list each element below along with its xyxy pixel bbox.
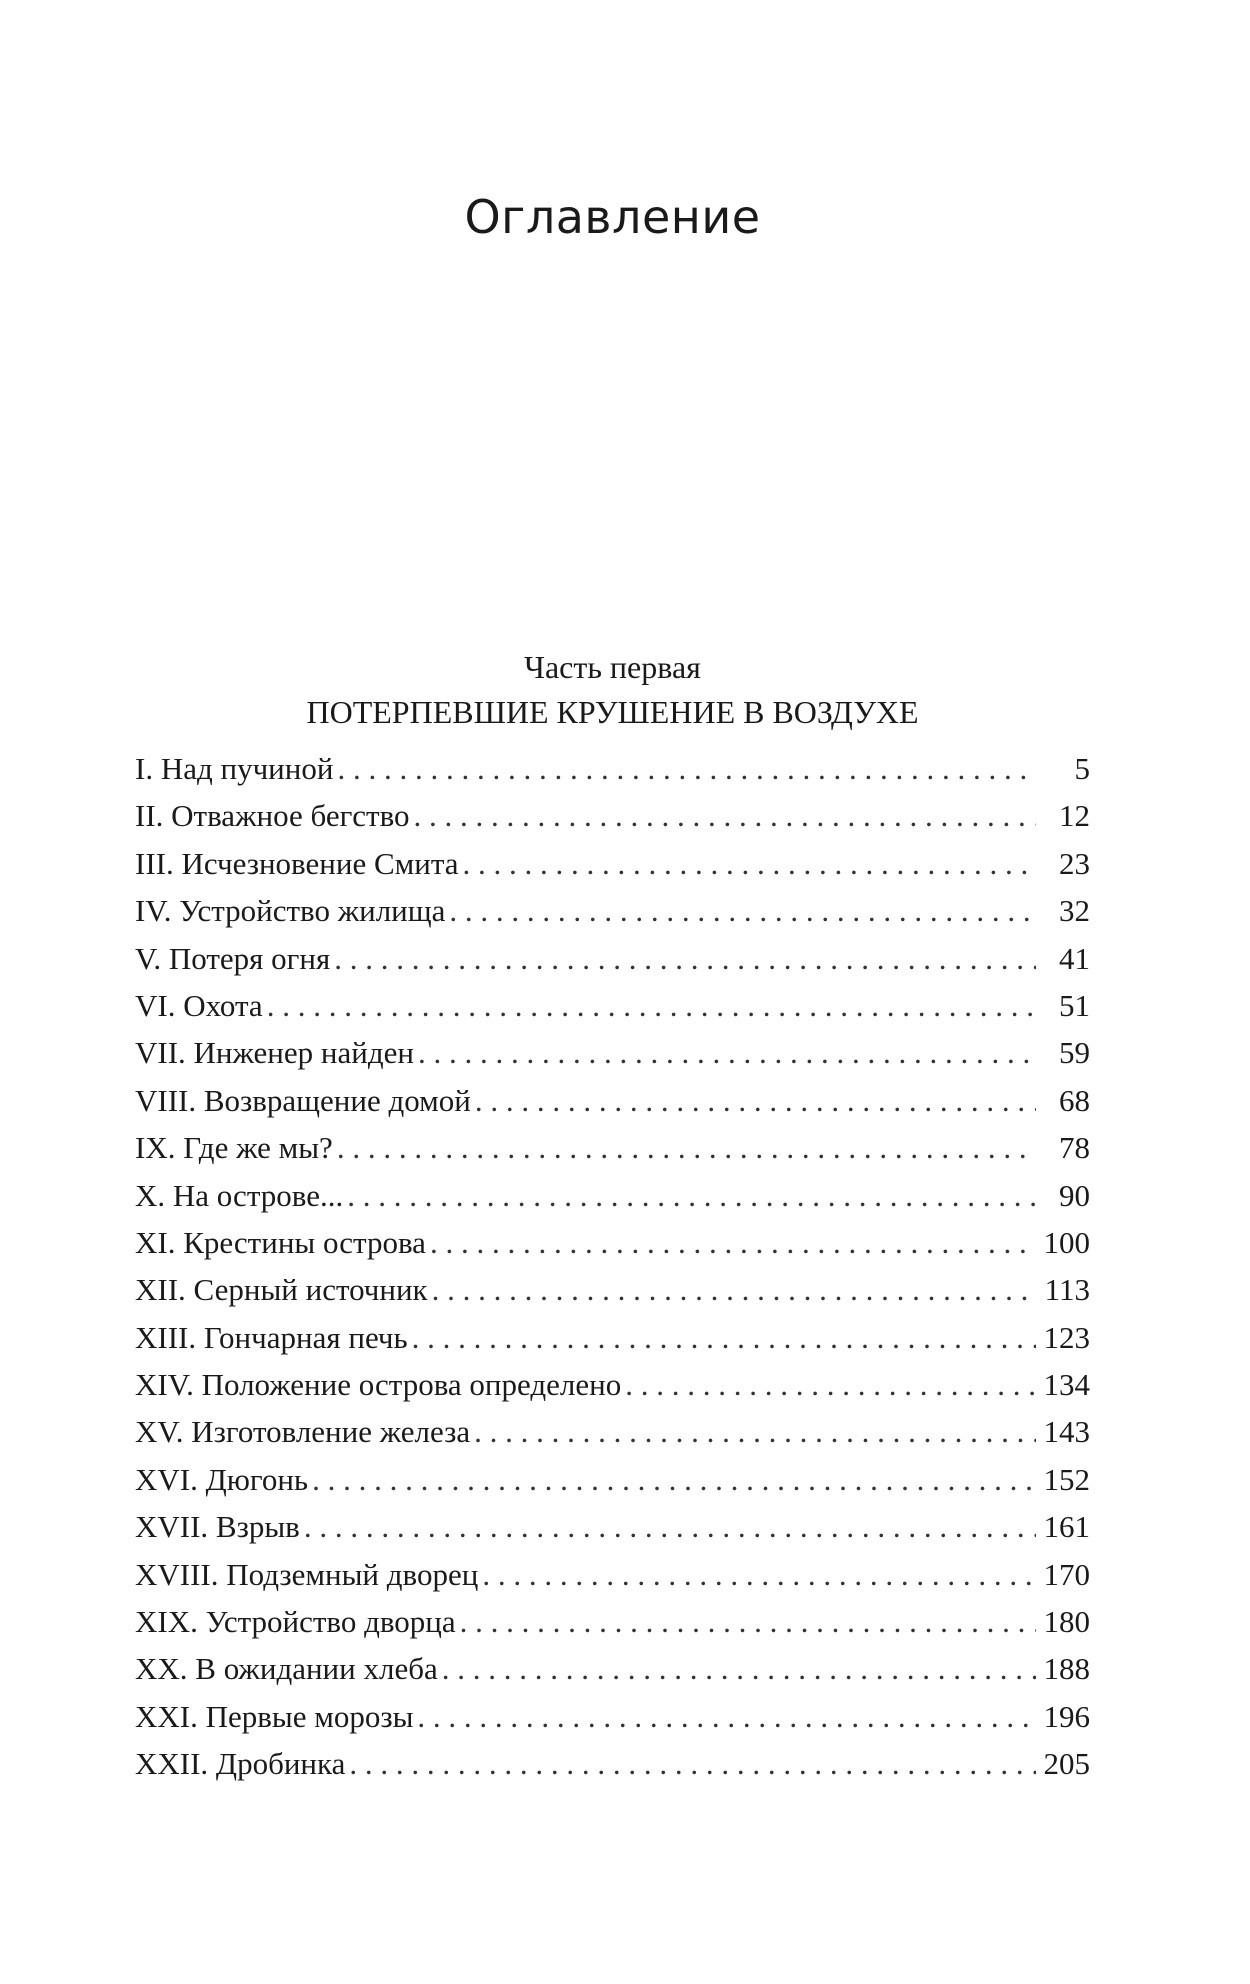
- toc-entry-page: 152: [1043, 1461, 1090, 1497]
- toc-entry-title: III. Исчезновение Смита: [135, 845, 459, 881]
- toc-entry-page: 113: [1044, 1272, 1090, 1308]
- toc-entry: [135, 1645, 1090, 1692]
- dot-leader: [414, 792, 1036, 839]
- toc-entry-title: IX. Где же мы?: [135, 1130, 333, 1166]
- toc-entry: [135, 745, 1090, 792]
- toc-entry-title: XX. В ожидании хлеба: [135, 1651, 438, 1687]
- toc-entry: [135, 1740, 1090, 1787]
- toc-entry-page: 59: [1059, 1035, 1090, 1071]
- dot-leader: [482, 1551, 1036, 1598]
- toc-entry-page: 32: [1059, 893, 1090, 929]
- toc-entry: [135, 1598, 1090, 1645]
- toc-entry-title: XIX. Устройство дворца: [135, 1604, 456, 1640]
- toc-entry-title: XII. Серный источник: [135, 1272, 428, 1308]
- toc-entry-page: 196: [1043, 1698, 1090, 1734]
- toc-entry-title: XIII. Гончарная печь: [135, 1319, 408, 1355]
- toc-entry: [135, 935, 1090, 982]
- toc-entry: [135, 982, 1090, 1029]
- dot-leader: [418, 1029, 1036, 1076]
- toc-entry-title: XVI. Дюгонь: [135, 1461, 309, 1497]
- toc-entry-page: 51: [1059, 987, 1090, 1023]
- toc-entry: [135, 1314, 1090, 1361]
- toc-entry-page: 143: [1043, 1414, 1090, 1450]
- toc-entry-page: 205: [1043, 1746, 1090, 1782]
- part-name: ПОТЕРПЕВШИЕ КРУШЕНИЕ В ВОЗДУХЕ: [306, 694, 919, 730]
- part-heading: [0, 645, 1225, 735]
- toc-entry-title: VII. Инженер найден: [135, 1035, 414, 1071]
- dot-leader: [442, 1645, 1036, 1692]
- toc-entry-page: 78: [1059, 1130, 1090, 1166]
- dot-leader: [412, 1314, 1036, 1361]
- dot-leader: [304, 1503, 1036, 1550]
- toc-entry-page: 100: [1043, 1224, 1090, 1260]
- toc-entry: [135, 1456, 1090, 1503]
- toc-entry-title: V. Потеря огня: [135, 940, 331, 976]
- dot-leader: [347, 1172, 1036, 1219]
- toc-entry: [135, 1219, 1090, 1266]
- toc-entry-title: XXII. Дробинка: [135, 1746, 346, 1782]
- dot-leader: [474, 1408, 1036, 1455]
- toc-entry-page: 12: [1059, 798, 1090, 834]
- toc-entry-page: 180: [1043, 1604, 1090, 1640]
- dot-leader: [463, 840, 1036, 887]
- toc-entry-page: 23: [1059, 845, 1090, 881]
- toc-entry-page: 161: [1043, 1509, 1090, 1545]
- toc-entry: [135, 1266, 1090, 1313]
- toc-entry-title: I. Над пучиной: [135, 751, 334, 786]
- page-title: Оглавление: [464, 190, 761, 244]
- toc-entry-page: 5: [1074, 751, 1090, 786]
- toc-entry: [135, 1124, 1090, 1171]
- toc-entry-page: 170: [1043, 1556, 1090, 1592]
- toc-entry-title: XVII. Взрыв: [135, 1509, 300, 1545]
- toc-entry-title: XXI. Первые морозы: [135, 1698, 414, 1734]
- toc-entry: [135, 1408, 1090, 1455]
- dot-leader: [349, 1740, 1036, 1787]
- toc-entry-title: XI. Крестины острова: [135, 1224, 426, 1260]
- toc-entry: [135, 1029, 1090, 1076]
- toc-entry-title: XVIII. Подземный дворец: [135, 1556, 479, 1592]
- toc-entry-title: XIV. Положение острова определено: [135, 1367, 622, 1403]
- dot-leader: [312, 1456, 1036, 1503]
- dot-leader: [334, 935, 1036, 982]
- toc-entry-page: 68: [1059, 1082, 1090, 1118]
- part-label: Часть первая: [524, 649, 701, 685]
- dot-leader: [460, 1598, 1036, 1645]
- toc-entry: [135, 1077, 1090, 1124]
- toc-entry: [135, 1172, 1090, 1219]
- toc-entry-title: II. Отважное бегство: [135, 798, 410, 834]
- dot-leader: [337, 745, 1036, 792]
- toc-entry-title: VI. Охота: [135, 987, 263, 1023]
- toc-entry-title: VIII. Возвращение домой: [135, 1082, 471, 1118]
- toc-entry-page: 188: [1043, 1651, 1090, 1687]
- toc-entry: [135, 1693, 1090, 1740]
- toc-entry-page: 41: [1059, 940, 1090, 976]
- toc-entry-title: X. На острове...: [135, 1177, 344, 1213]
- dot-leader: [432, 1266, 1036, 1313]
- dot-leader: [267, 982, 1036, 1029]
- dot-leader: [449, 887, 1036, 934]
- toc-entry: [135, 1551, 1090, 1598]
- toc-entry: [135, 1503, 1090, 1550]
- toc-entry: [135, 1361, 1090, 1408]
- toc-entry: [135, 792, 1090, 839]
- toc-entry-page: 123: [1043, 1319, 1090, 1355]
- dot-leader: [417, 1693, 1036, 1740]
- toc-entry: [135, 887, 1090, 934]
- toc-entry-title: XV. Изготовление железа: [135, 1414, 471, 1450]
- dot-leader: [337, 1124, 1036, 1171]
- toc-entry-page: 134: [1043, 1367, 1090, 1403]
- toc-entry-page: 90: [1059, 1177, 1090, 1213]
- dot-leader: [475, 1077, 1036, 1124]
- table-of-contents: [135, 745, 1090, 1788]
- dot-leader: [430, 1219, 1036, 1266]
- dot-leader: [625, 1361, 1036, 1408]
- toc-entry: [135, 840, 1090, 887]
- toc-entry-title: IV. Устройство жилища: [135, 893, 446, 929]
